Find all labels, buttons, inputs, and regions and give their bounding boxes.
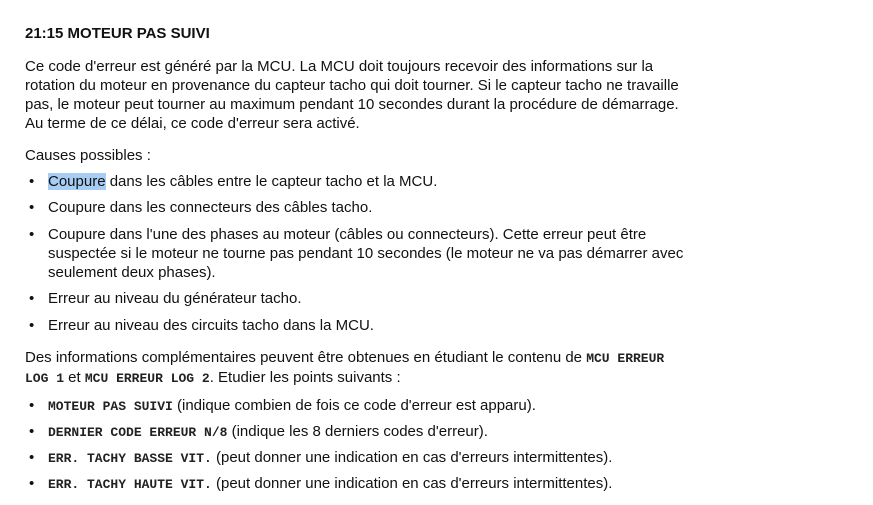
bullet-icon: • — [29, 475, 35, 492]
code-term: DERNIER CODE ERREUR N/8 — [48, 425, 228, 440]
info-text: et — [64, 369, 85, 386]
intro-line: Ce code d'erreur est généré par la MCU. La MCU doit toujours recevoir des informations sur la — [25, 58, 654, 75]
point-text: (indique combien de fois ce code d'erreur est apparu). — [172, 397, 536, 414]
bullet-icon: • — [29, 317, 35, 334]
intro-line: rotation du moteur en provenance du capteur tacho qui doit tourner. Si le capteur tacho ne travaille — [25, 77, 679, 94]
cause-text: dans les câbles entre le capteur tacho et la MCU. — [105, 173, 438, 190]
point-text: (peut donner une indication en cas d'erreurs intermittentes). — [211, 449, 613, 466]
cause-line: suspectée si le moteur ne tourne pas pendant 10 secondes (le moteur ne va pas démarrer avec — [48, 245, 684, 262]
selected-text[interactable]: Coupure — [48, 173, 106, 190]
cause-line: seulement deux phases). — [48, 264, 216, 281]
bullet-icon: • — [29, 449, 35, 466]
cause-text: Erreur au niveau des circuits tacho dans la MCU. — [48, 317, 374, 334]
point-text: (peut donner une indication en cas d'erreurs intermittentes). — [211, 475, 613, 492]
bullet-icon: • — [29, 199, 35, 216]
code-term: MOTEUR PAS SUIVI — [48, 399, 173, 414]
intro-line: Au terme de ce délai, ce code d'erreur sera activé. — [25, 115, 360, 132]
bullet-icon: • — [29, 290, 35, 307]
point-text: (indique les 8 derniers codes d'erreur). — [227, 423, 488, 440]
intro-paragraph — [25, 57, 679, 133]
info-text: . Etudier les points suivants : — [209, 369, 401, 386]
causes-label: Causes possibles : — [25, 147, 151, 164]
cause-text: Coupure dans les connecteurs des câbles tacho. — [48, 199, 373, 216]
bullet-icon: • — [29, 397, 35, 414]
intro-line: pas, le moteur peut tourner au maximum pendant 10 secondes durant la procédure de démarrage. — [25, 96, 679, 113]
bullet-icon: • — [29, 226, 35, 243]
cause-text: Erreur au niveau du générateur tacho. — [48, 290, 302, 307]
bullet-icon: • — [29, 173, 35, 190]
bullet-icon: • — [29, 423, 35, 440]
info-text: Des informations complémentaires peuvent être obtenues en étudiant le contenu de — [25, 349, 587, 366]
code-term: MCU ERREUR — [586, 351, 665, 366]
code-term: LOG 1 — [25, 371, 65, 386]
cause-line: Coupure dans l'une des phases au moteur (câbles ou connecteurs). Cette erreur peut être — [48, 226, 647, 243]
info-paragraph — [25, 348, 664, 388]
cause-text — [48, 225, 683, 282]
code-term: ERR. TACHY BASSE VIT. — [48, 451, 212, 466]
code-term: ERR. TACHY HAUTE VIT. — [48, 477, 212, 492]
section-title: 21:15 MOTEUR PAS SUIVI — [25, 25, 210, 42]
code-term: MCU ERREUR LOG 2 — [84, 371, 210, 386]
